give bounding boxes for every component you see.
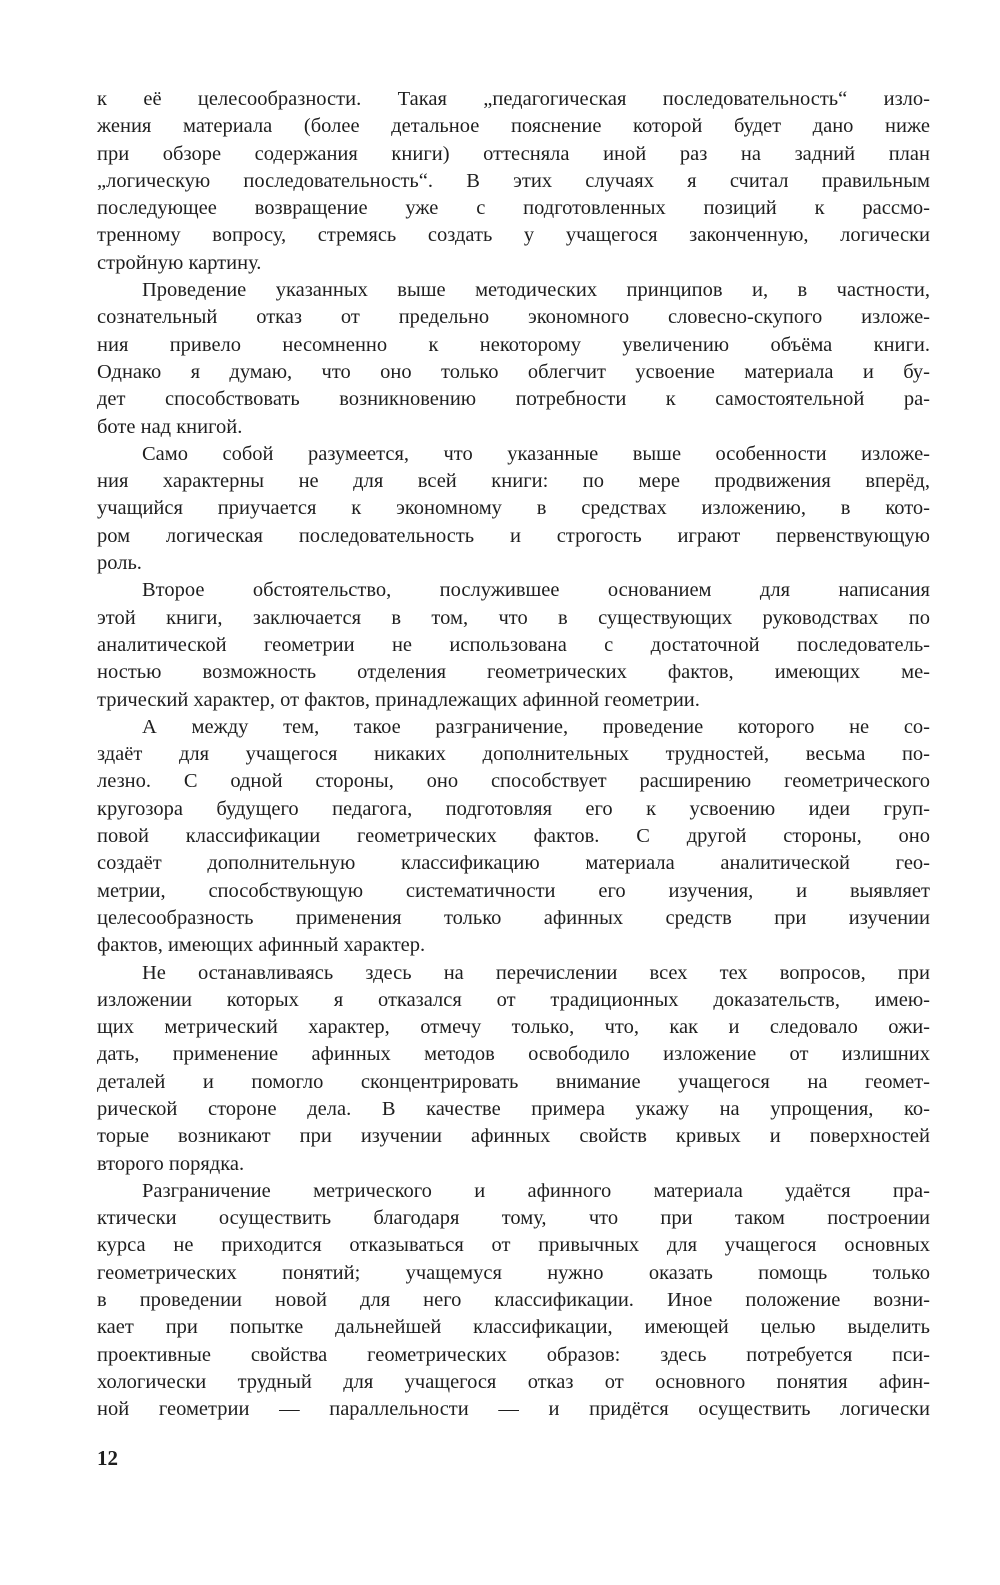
text-line: повой классификации геометрических фактов. С другой стороны, оно: [97, 825, 930, 848]
text-line: Не останавливаясь здесь на перечислении всех тех вопросов, при: [142, 961, 930, 984]
text-line: Проведение указанных выше методических принципов и, в частности,: [142, 279, 930, 302]
text-line: геометрических понятий; учащемуся нужно оказать помощь только: [97, 1261, 930, 1284]
paragraph: [97, 1178, 930, 1424]
paragraph: [97, 86, 930, 277]
text-line: учащийся приучается к экономному в средствах изложению, в кото-: [97, 497, 930, 520]
text-line: роль.: [97, 552, 142, 575]
text-line: рической стороне дела. В качестве примера укажу на упрощения, ко-: [97, 1097, 930, 1120]
text-line: фактов, имеющих афинный характер.: [97, 934, 426, 957]
text-line: жения материала (более детальное пояснение которой будет дано ниже: [97, 115, 930, 138]
text-line: целесообразность применения только афинных средств при изучении: [97, 906, 930, 929]
text-line: ния привело несомненно к некоторому увеличению объёма книги.: [97, 333, 930, 356]
text-line: в проведении новой для него классификации. Иное положение возни-: [97, 1289, 930, 1312]
text-line: А между тем, такое разграничение, проведение которого не со-: [142, 715, 930, 738]
text-line: курса не приходится отказываться от привычных для учащегося основных: [97, 1234, 930, 1257]
text-line: ной геометрии — параллельности — и придётся осуществить логически: [97, 1398, 930, 1421]
text-line: дет способствовать возникновению потребности к самостоятельной ра-: [97, 388, 930, 411]
text-line: щих метрический характер, отмечу только, что, как и следовало ожи-: [97, 1016, 930, 1039]
text-line: проективные свойства геометрических образов: здесь потребуется пси-: [97, 1343, 930, 1366]
text-line: последующее возвращение уже с подготовленных позиций к рассмо-: [97, 197, 930, 220]
text-line: Разграничение метрического и афинного материала удаётся пра-: [142, 1179, 930, 1202]
text-line: ром логическая последовательность и строгость играют первенствующую: [97, 524, 930, 547]
text-line: здаёт для учащегося никаких дополнительных трудностей, весьма по-: [97, 743, 930, 766]
text-line: ностью возможность отделения геометрических фактов, имеющих ме-: [97, 661, 930, 684]
text-line: ктически осуществить благодаря тому, что при таком построении: [97, 1207, 930, 1230]
text-line: трический характер, от фактов, принадлежащих афинной геометрии.: [97, 688, 700, 711]
paragraph: [97, 577, 930, 713]
text-line: аналитической геометрии не использована с достаточной последователь-: [97, 633, 930, 656]
text-line: дать, применение афинных методов освободило изложение от излишних: [97, 1043, 930, 1066]
text-line: ния характерны не для всей книги: по мере продвижения вперёд,: [97, 470, 930, 493]
body-text: [97, 86, 930, 1424]
text-line: деталей и помогло сконцентрировать внимание учащегося на геомет-: [97, 1070, 930, 1093]
text-line: хологически трудный для учащегося отказ от основного понятия афин-: [97, 1370, 930, 1393]
text-line: второго порядка.: [97, 1152, 245, 1175]
text-line: стройную картину.: [97, 251, 262, 274]
text-line: Второе обстоятельство, послужившее основанием для написания: [142, 579, 930, 602]
text-line: боте над книгой.: [97, 415, 243, 438]
text-line: Однако я думаю, что оно только облегчит усвоение материала и бу-: [97, 360, 930, 383]
paragraph: [97, 960, 930, 1178]
text-line: „логическую последовательность“. В этих случаях я считал правильным: [97, 169, 930, 192]
text-line: торые возникают при изучении афинных свойств кривых и поверхностей: [97, 1125, 930, 1148]
text-line: метрии, способствующую систематичности его изучения, и выявляет: [97, 879, 930, 902]
page-number: 12: [97, 1446, 118, 1470]
text-line: лезно. С одной стороны, оно способствует расширению геометрического: [97, 770, 930, 793]
text-line: изложении которых я отказался от традиционных доказательств, имею-: [97, 988, 930, 1011]
text-line: кругозора будущего педагога, подготовляя его к усвоению идеи груп-: [97, 797, 930, 820]
text-line: тренному вопросу, стремясь создать у учащегося законченную, логически: [97, 224, 930, 247]
text-line: при обзоре содержания книги) оттесняла иной раз на задний план: [97, 142, 930, 165]
paragraph: [97, 441, 930, 577]
paragraph: [97, 277, 930, 441]
text-line: кает при попытке дальнейшей классификации, имеющей целью выделить: [97, 1316, 930, 1339]
text-line: создаёт дополнительную классификацию материала аналитической гео-: [97, 852, 930, 875]
text-line: этой книги, заключается в том, что в существующих руководствах по: [97, 606, 930, 629]
paragraph: [97, 714, 930, 960]
text-line: сознательный отказ от предельно экономного словесно-скупого изложе-: [97, 306, 930, 329]
text-line: к её целесообразности. Такая „педагогическая последовательность“ изло-: [97, 88, 930, 110]
text-line: Само собой разумеется, что указанные выше особенности изложе-: [142, 442, 930, 465]
